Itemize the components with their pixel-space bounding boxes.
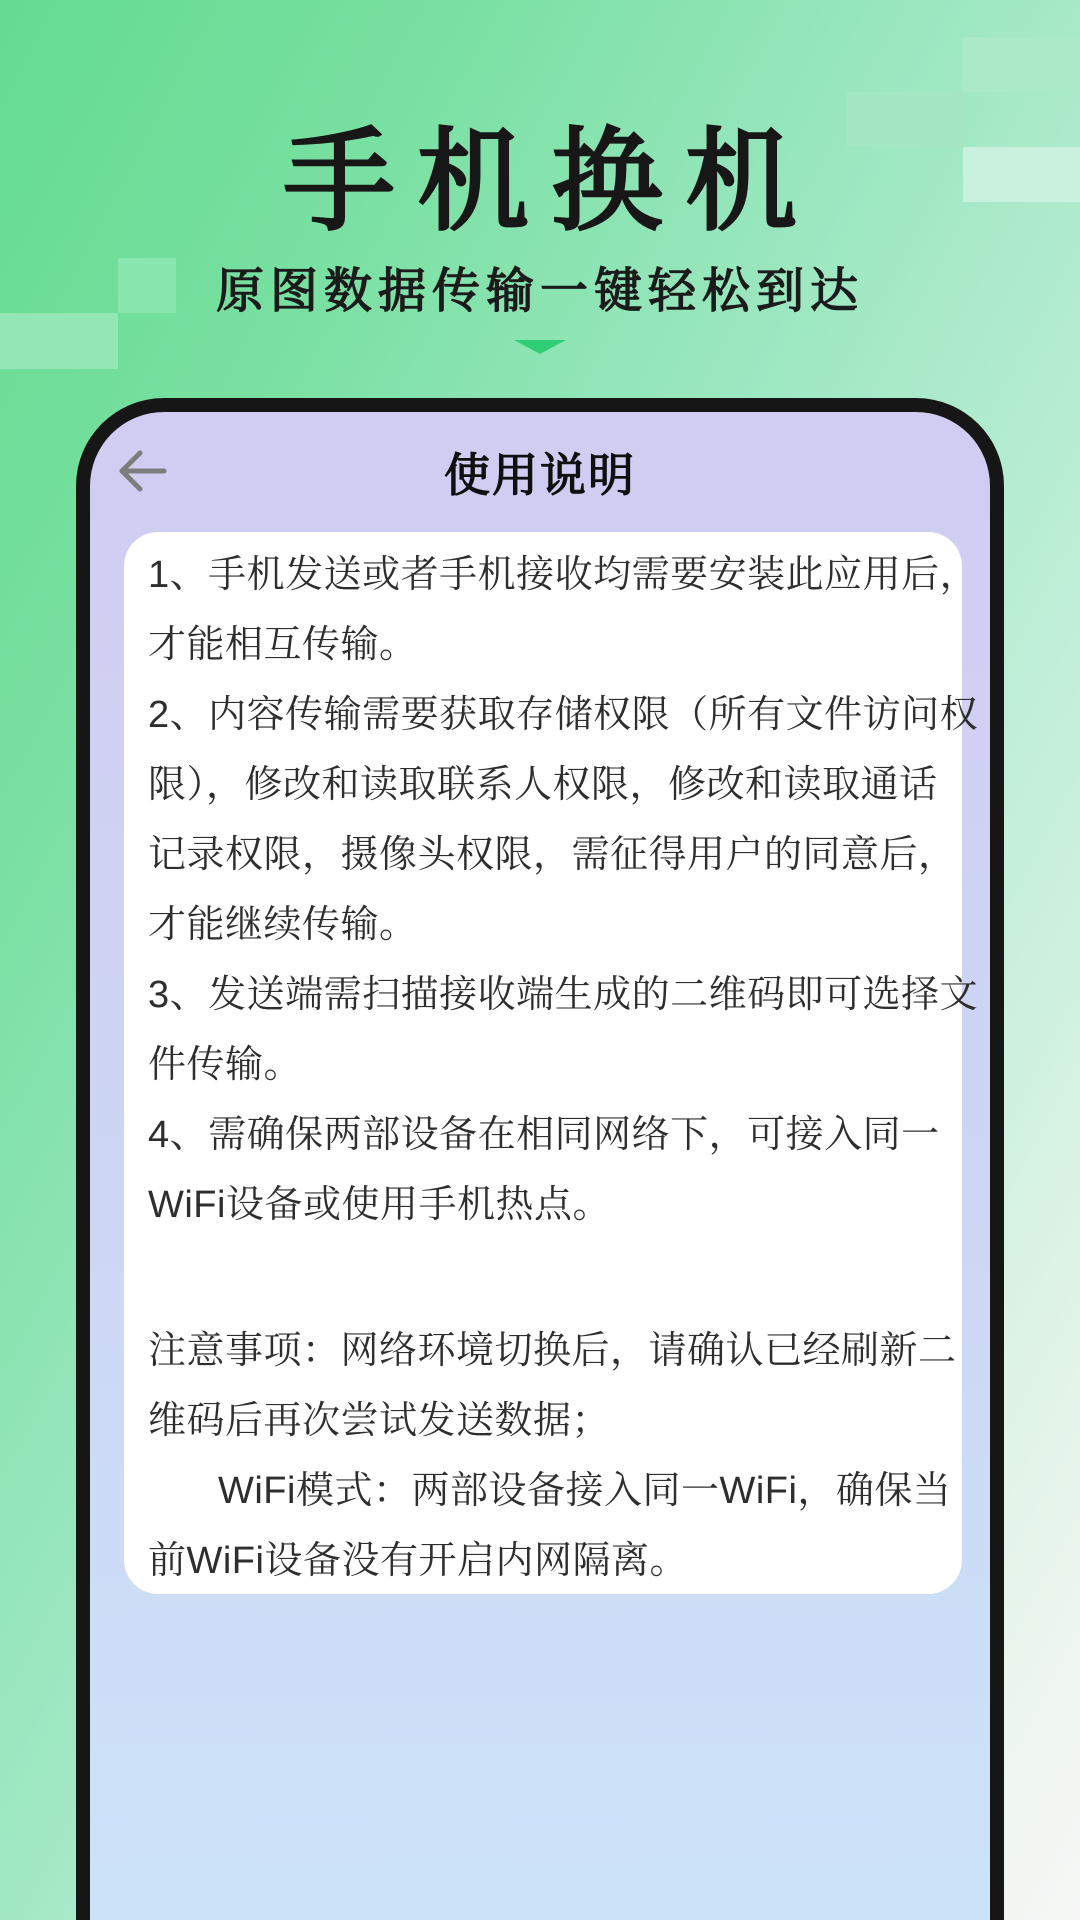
instruction-line: 件传输。 <box>148 1044 303 1086</box>
instruction-line: WiFi模式：两部设备接入同一WiFi，确保当 <box>218 1470 952 1512</box>
instruction-line: 限），修改和读取联系人权限，修改和读取通话 <box>148 764 938 806</box>
notes-list <box>148 1316 962 1596</box>
instruction-line: 才能相互传输。 <box>148 624 418 666</box>
page-title: 使用说明 <box>444 449 636 501</box>
decor-pixel-square <box>963 37 1080 92</box>
phone-frame <box>76 398 1004 1920</box>
instruction-line: WiFi设备或使用手机热点。 <box>148 1184 611 1226</box>
instruction-line: 才能继续传输。 <box>148 904 418 946</box>
instruction-line: 注意事项：网络环境切换后，请确认已经刷新二 <box>148 1330 957 1372</box>
instruction-line: 4、需确保两部设备在相同网络下，可接入同一 <box>148 1114 940 1156</box>
instructions-card <box>124 532 979 1594</box>
app-title: 手机换机 <box>283 119 819 244</box>
instruction-line: 2、内容传输需要获取存储权限（所有文件访问权 <box>148 694 979 736</box>
instruction-line: 维码后再次尝试发送数据； <box>148 1400 611 1442</box>
app-subtitle: 原图数据传输一键轻松到达 <box>215 265 864 318</box>
instruction-line: 前WiFi设备没有开启内网隔离。 <box>148 1540 688 1582</box>
chevron-down-icon <box>514 340 566 354</box>
instruction-line: 3、发送端需扫描接收端生成的二维码即可选择文 <box>148 974 979 1016</box>
instruction-line: 1、手机发送或者手机接收均需要安装此应用后， <box>148 554 979 596</box>
instructions-list <box>148 540 979 1240</box>
instruction-line: 记录权限，摄像头权限，需征得用户的同意后， <box>148 834 957 876</box>
